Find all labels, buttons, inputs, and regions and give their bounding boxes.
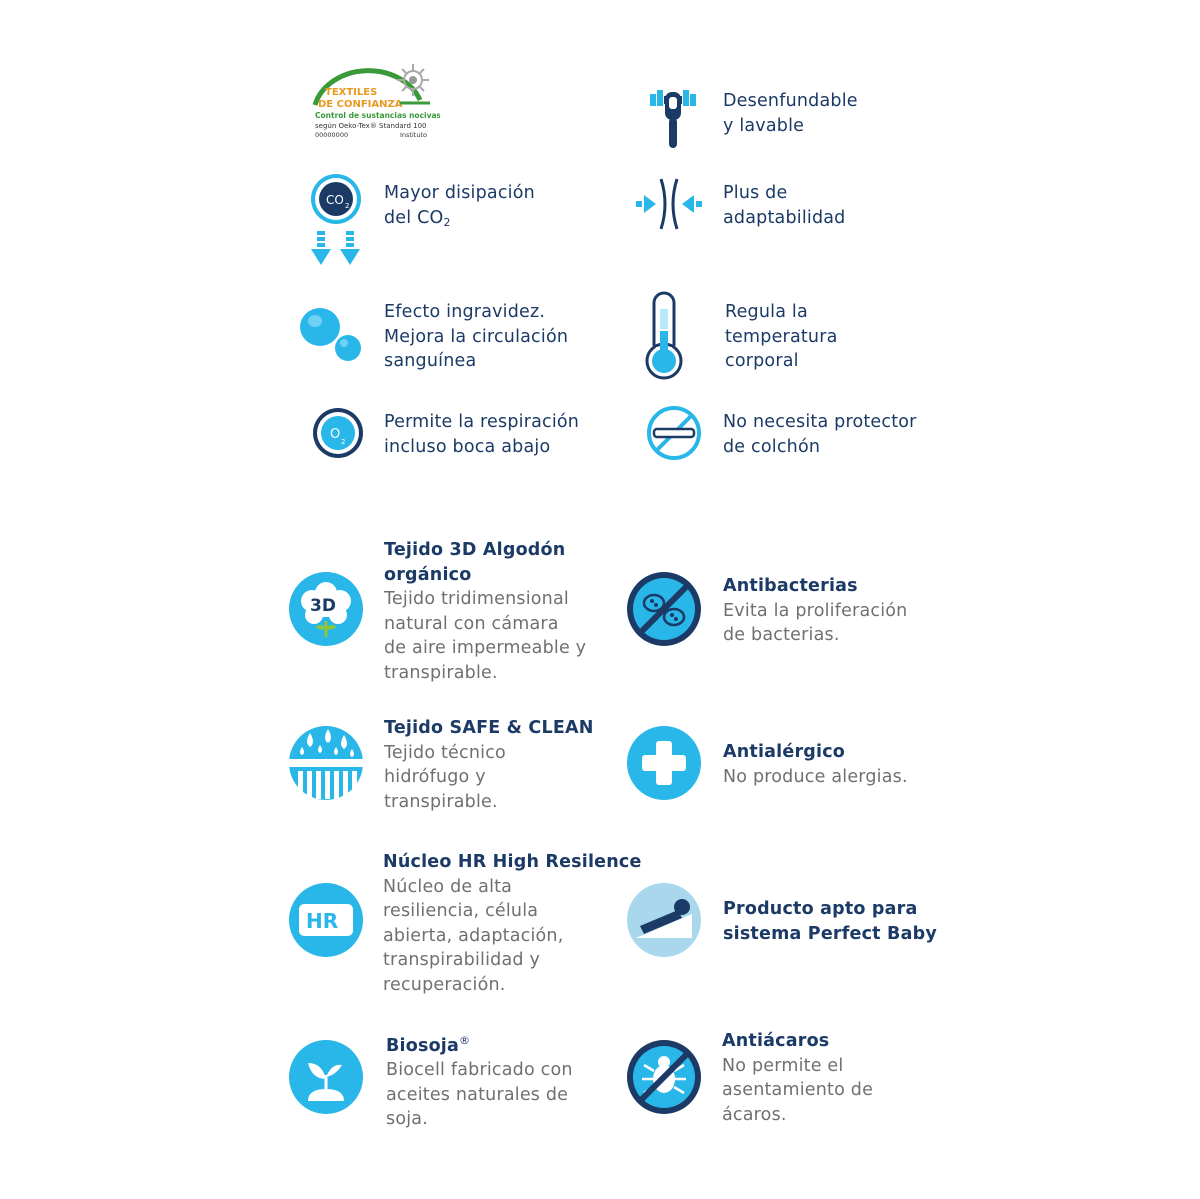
- temp-text: [725, 300, 838, 374]
- biosoja-desc: Biocell fabricado con: [386, 1060, 573, 1081]
- perfect-title: Producto apto para: [723, 899, 918, 919]
- biosoja-title: Biosoja: [386, 1035, 460, 1056]
- logo-line2: DE CONFIANZA: [318, 99, 403, 110]
- weightless-line: Efecto ingravidez.: [384, 302, 546, 322]
- co2-text: [384, 181, 535, 230]
- cotton-title: orgánico: [384, 564, 472, 585]
- temp-line: corporal: [725, 351, 799, 371]
- hr-text: [383, 850, 642, 997]
- antibacteria-desc: Evita la proliferación: [723, 600, 908, 621]
- cotton-desc: Tejido tridimensional: [384, 589, 569, 609]
- co2-badge: CO: [326, 193, 344, 207]
- hr-desc: Núcleo de alta: [383, 876, 513, 897]
- adapt-text: [723, 181, 846, 230]
- co2-line2-prefix: del CO: [384, 207, 444, 228]
- hr-badge: HR: [306, 909, 339, 933]
- cross-icon: [626, 725, 702, 801]
- logo-institute: Instituto: [400, 131, 427, 139]
- antibacteria-title: Antibacterias: [723, 576, 858, 596]
- mites-desc: No permite el: [722, 1055, 844, 1076]
- antibacteria-desc: de bacterias.: [723, 625, 840, 645]
- cotton-title: Tejido 3D Algodón: [384, 540, 566, 560]
- weightless-text: [384, 300, 568, 374]
- perfect-text: [723, 897, 937, 946]
- oeko-tex-logo: [300, 55, 440, 150]
- removable-line: y lavable: [723, 115, 805, 136]
- adapt-line: Plus de: [723, 183, 788, 203]
- compress-arrows-icon: [634, 177, 704, 231]
- baby-incline-icon: [626, 882, 702, 958]
- o2-badge: O: [330, 427, 341, 442]
- allergy-title: Antialérgico: [723, 742, 845, 762]
- logo-line4: según Oeko-Tex® Standard 100: [315, 122, 427, 130]
- adapt-line: adaptabilidad: [723, 207, 846, 228]
- co2-icon: [308, 173, 364, 268]
- oxygen-icon: [312, 407, 364, 459]
- co2-badge-sub: 2: [345, 202, 350, 210]
- cotton-badge: 3D: [310, 596, 336, 616]
- allergy-text: [723, 740, 908, 789]
- sun-logo-icon: [300, 55, 440, 150]
- breath-text: [384, 410, 579, 459]
- safe-desc: hidrófugo y: [384, 767, 486, 787]
- cotton-desc: de aire impermeable y: [384, 638, 587, 658]
- breath-line: incluso boca abajo: [384, 436, 551, 457]
- biosoja-desc: soja.: [386, 1109, 428, 1130]
- temp-line: temperatura: [725, 326, 838, 347]
- no-mites-icon: [626, 1039, 702, 1115]
- antibacteria-text: [723, 574, 907, 648]
- sprout-icon: [288, 1039, 364, 1115]
- safe-title: Tejido SAFE & CLEAN: [384, 718, 594, 738]
- temp-line: Regula la: [725, 302, 808, 322]
- no-bacteria-icon: [626, 571, 702, 647]
- safe-desc: Tejido técnico: [384, 742, 506, 763]
- bubbles-icon: [298, 302, 366, 370]
- registered-mark: ®: [459, 1034, 471, 1047]
- allergy-desc: No produce alergias.: [723, 766, 908, 787]
- hr-desc: recuperación.: [383, 974, 506, 995]
- weightless-line: Mejora la circulación: [384, 326, 569, 347]
- protector-line: No necesita protector: [723, 412, 917, 432]
- removable-line: Desenfundable: [723, 91, 858, 111]
- hr-icon: [288, 882, 364, 958]
- removable-text: [723, 89, 858, 138]
- logo-line3: Control de sustancias nocivas: [315, 111, 440, 120]
- hr-title: Núcleo HR High Resilence: [383, 852, 642, 872]
- perfect-title: sistema Perfect Baby: [723, 923, 937, 944]
- zipper-icon: [648, 84, 698, 150]
- mites-text: [722, 1029, 873, 1127]
- mites-desc: asentamiento de: [722, 1080, 874, 1100]
- cotton-3d-icon: [288, 571, 364, 647]
- hr-desc: resiliencia, célula: [383, 901, 539, 921]
- hr-desc: abierta, adaptación,: [383, 925, 564, 946]
- biosoja-text: [386, 1029, 573, 1132]
- hr-desc: transpirabilidad y: [383, 950, 541, 970]
- cotton-desc: transpirable.: [384, 662, 498, 683]
- co2-line1: Mayor disipación: [384, 183, 535, 203]
- logo-number: 00000000: [315, 131, 349, 139]
- mites-title: Antiácaros: [722, 1031, 830, 1051]
- safe-desc: transpirable.: [384, 791, 498, 812]
- water-drops-icon: [288, 725, 364, 801]
- mites-desc: ácaros.: [722, 1104, 787, 1125]
- biosoja-desc: aceites naturales de: [386, 1084, 569, 1105]
- protector-text: [723, 410, 917, 459]
- biosoja-title-row: [386, 1029, 573, 1058]
- cotton-desc: natural con cámara: [384, 613, 559, 634]
- thermometer-icon: [644, 291, 686, 381]
- safe-text: [384, 716, 594, 814]
- co2-line2: [384, 206, 535, 231]
- breath-line: Permite la respiración: [384, 412, 580, 432]
- no-protector-icon: [646, 405, 702, 461]
- logo-line1: TEXTILES: [325, 87, 378, 98]
- protector-line: de colchón: [723, 436, 821, 457]
- cotton-text: [384, 538, 586, 685]
- co2-line2-sub: 2: [443, 215, 451, 229]
- o2-badge-sub: 2: [341, 438, 346, 446]
- weightless-line: sanguínea: [384, 351, 477, 371]
